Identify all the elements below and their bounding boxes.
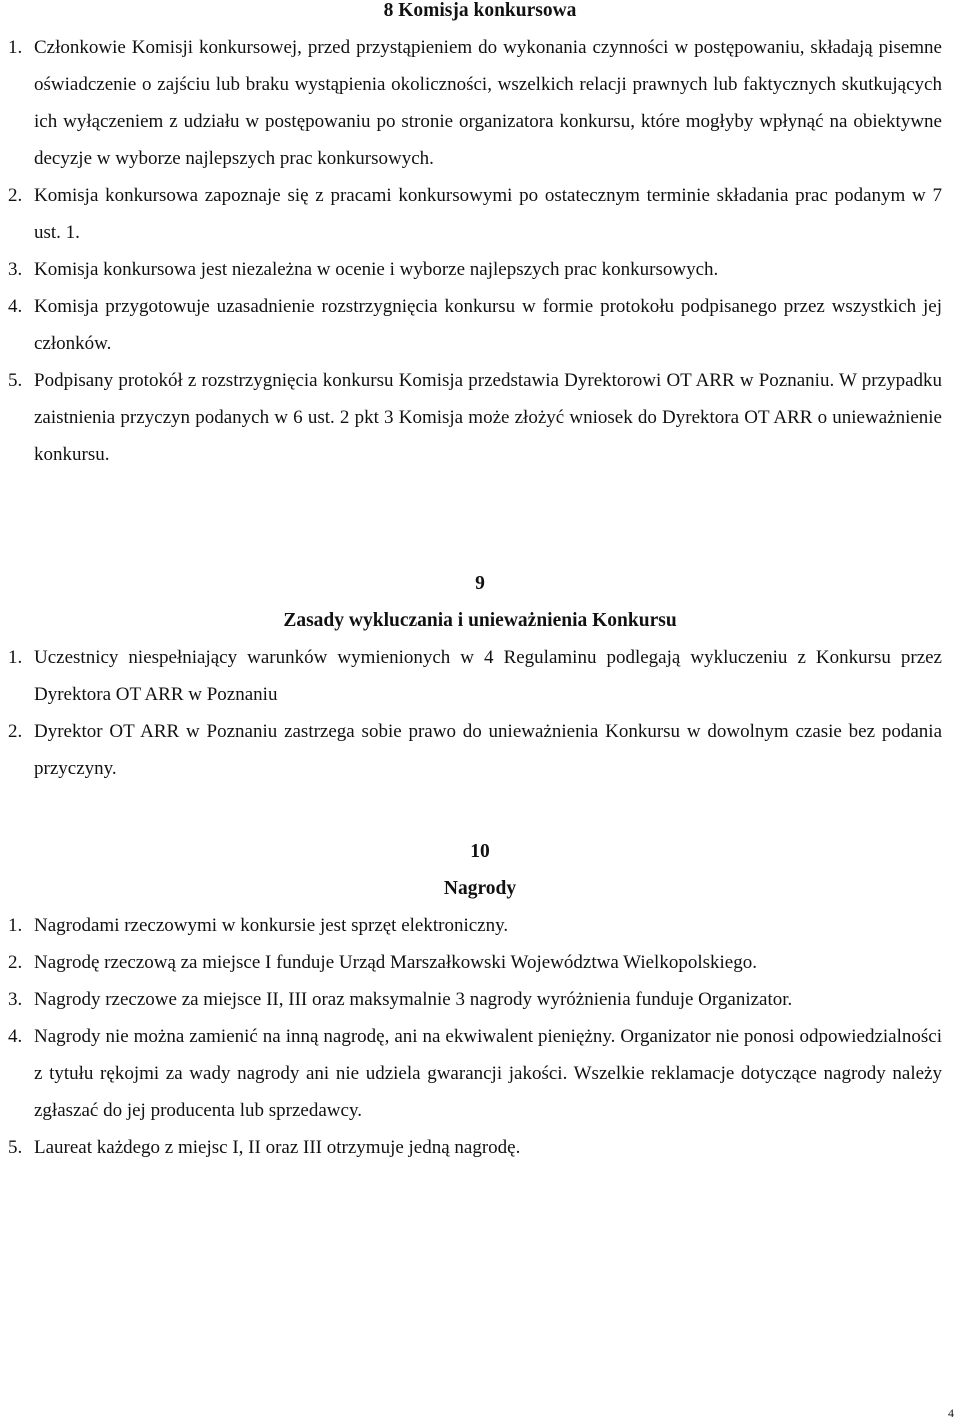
section-10-title: Nagrody: [443, 878, 517, 899]
section-9: [0, 565, 960, 787]
section-8-heading: 8 Komisja konkursowa: [383, 0, 577, 21]
list-item: [0, 251, 942, 288]
list-item: [0, 29, 942, 177]
list-item: [0, 288, 942, 362]
item-number: 4.: [8, 296, 23, 317]
list-item: [0, 177, 942, 251]
item-text: Podpisany protokół z rozstrzygnięcia konkursu Komisja przedstawia Dyrektorowi OT ARR w Poznaniu. W przypadku zaistnienia przyczyn podanych w 6 ust. 2 pkt 3 Komisja może złożyć wniosek do Dyrektora OT ARR o unieważnienie konkursu.: [34, 370, 942, 465]
item-number: 1.: [8, 647, 23, 668]
item-number: 3.: [8, 259, 23, 280]
item-text: Członkowie Komisji konkursowej, przed przystąpieniem do wykonania czynności w postępowaniu, składają pisemne oświadczenie o zajściu lub braku wystąpienia okoliczności, wszelkich relacji prawnych lub faktycznych skutkujących ich wyłączeniem z udziału w postępowaniu po stronie organizatora konkursu, które mogłyby wpłynąć na obiektywne decyzje w wyborze najlepszych prac konkursowych.: [34, 37, 942, 169]
item-number: 4.: [8, 1026, 23, 1047]
item-number: 2.: [8, 185, 23, 206]
item-number: 5.: [8, 370, 23, 391]
item-text: Komisja przygotowuje uzasadnienie rozstrzygnięcia konkursu w formie protokołu podpisanego przez wszystkich jej członków.: [34, 296, 942, 354]
list-item: [0, 713, 942, 787]
item-text: Laureat każdego z miejsc I, II oraz III otrzymuje jedną nagrodę.: [34, 1137, 521, 1158]
item-number: 2.: [8, 952, 23, 973]
item-text: Nagrody nie można zamienić na inną nagrodę, ani na ekwiwalent pieniężny. Organizator nie ponosi odpowiedzialności z tytułu rękojmi za wady nagrody ani nie udziela gwarancji jakości. Wszelkie reklamacje dotyczące nagrody należy zgłaszać do jej producenta lub sprzedawcy.: [34, 1026, 942, 1121]
item-text: Komisja konkursowa jest niezależna w ocenie i wyborze najlepszych prac konkursowych.: [34, 259, 719, 280]
list-item: [0, 1018, 942, 1129]
list-item: [0, 907, 942, 944]
list-item: [0, 944, 942, 981]
list-item: [0, 1129, 942, 1166]
section-9-number: 9: [475, 573, 485, 594]
section-10-number: 10: [470, 841, 490, 862]
section-8: [0, 0, 960, 473]
list-item: [0, 639, 942, 713]
section-9-title: Zasady wykluczania i unieważnienia Konkursu: [283, 610, 677, 631]
section-10-list: [0, 907, 960, 1166]
section-10: [0, 833, 960, 1166]
item-number: 3.: [8, 989, 23, 1010]
item-number: 1.: [8, 37, 23, 58]
item-text: Nagrodami rzeczowymi w konkursie jest sprzęt elektroniczny.: [34, 915, 509, 936]
item-text: Nagrodę rzeczową za miejsce I funduje Urząd Marszałkowski Województwa Wielkopolskiego.: [34, 952, 757, 973]
list-item: [0, 362, 942, 473]
item-text: Uczestnicy niespełniający warunków wymienionych w 4 Regulaminu podlegają wykluczeniu z Konkursu przez Dyrektora OT ARR w Poznaniu: [34, 647, 942, 705]
item-text: Dyrektor OT ARR w Poznaniu zastrzega sobie prawo do unieważnienia Konkursu w dowolnym czasie bez podania przyczyny.: [34, 721, 942, 779]
page-number: 4: [948, 1406, 954, 1420]
item-text: Komisja konkursowa zapoznaje się z pracami konkursowymi po ostatecznym terminie składania prac podanym w 7 ust. 1.: [34, 185, 942, 243]
item-number: 2.: [8, 721, 23, 742]
section-9-list: [0, 639, 960, 787]
item-text: Nagrody rzeczowe za miejsce II, III oraz maksymalnie 3 nagrody wyróżnienia funduje Organizator.: [34, 989, 793, 1010]
item-number: 1.: [8, 915, 23, 936]
item-number: 5.: [8, 1137, 23, 1158]
section-8-list: [0, 29, 960, 473]
list-item: [0, 981, 942, 1018]
